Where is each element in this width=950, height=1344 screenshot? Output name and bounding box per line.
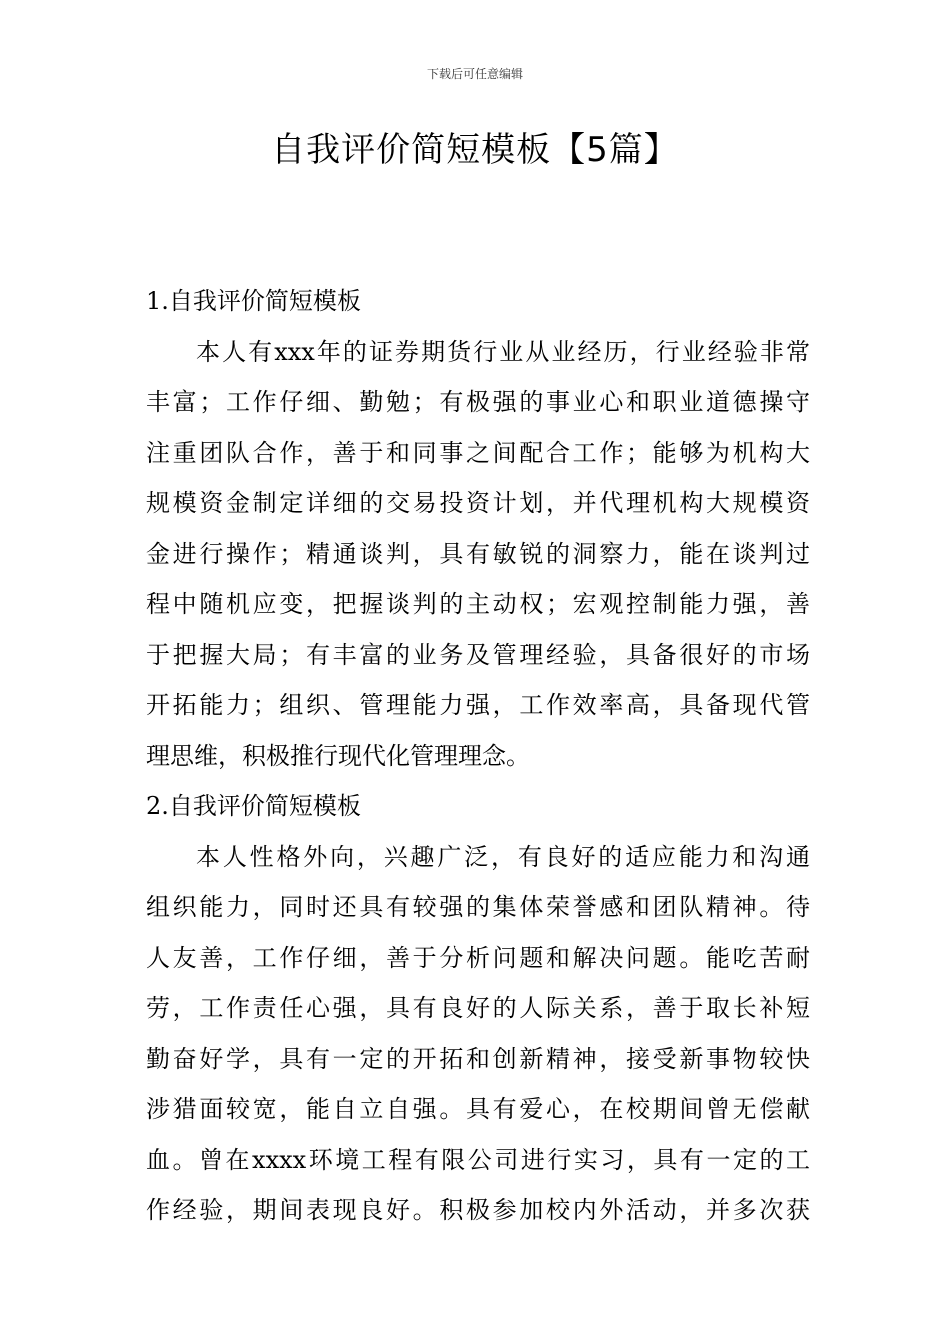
paragraph-line: 涉猎面较宽，能自立自强。具有爱心，在校期间曾无偿献 (146, 1095, 810, 1123)
paragraph-line: 本人性格外向，兴趣广泛，有良好的适应能力和沟通 (196, 842, 810, 871)
paragraph-line: 血。曾在xxxx环境工程有限公司进行实习，具有一定的工 (146, 1145, 810, 1174)
paragraph-line: 丰富；工作仔细、勤勉；有极强的事业心和职业道德操守 (146, 388, 810, 416)
document-body (146, 276, 810, 1236)
paragraph-line: 组织能力，同时还具有较强的集体荣誉感和团队精神。待 (146, 893, 810, 921)
paragraph-line: 本人有xxx年的证券期货行业从业经历，行业经验非常 (196, 337, 810, 366)
paragraph-line: 人友善，工作仔细，善于分析问题和解决问题。能吃苦耐 (146, 943, 810, 972)
document-title: 自我评价简短模板【5篇】 (271, 130, 679, 170)
paragraph-line: 勤奋好学，具有一定的开拓和创新精神，接受新事物较快 (146, 1044, 810, 1073)
paragraph-line: 规模资金制定详细的交易投资计划，并代理机构大规模资 (146, 489, 810, 517)
paragraph-line: 理思维，积极推行现代化管理理念。 (146, 741, 530, 770)
section-heading: 2.自我评价简短模板 (146, 792, 361, 820)
header-note: 下载后可任意编辑 (426, 67, 523, 81)
paragraph-line: 开拓能力；组织、管理能力强，工作效率高，具备现代管 (146, 691, 810, 719)
section-heading: 1.自我评价简短模板 (146, 287, 361, 315)
paragraph-line: 劳，工作责任心强，具有良好的人际关系，善于取长补短 (146, 994, 810, 1022)
paragraph-line: 于把握大局；有丰富的业务及管理经验，具备很好的市场 (146, 640, 810, 669)
paragraph-line: 程中随机应变，把握谈判的主动权；宏观控制能力强，善 (146, 590, 810, 618)
paragraph-line: 注重团队合作，善于和同事之间配合工作；能够为机构大 (146, 438, 810, 467)
paragraph-line: 作经验，期间表现良好。积极参加校内外活动，并多次获 (146, 1196, 810, 1224)
paragraph-line: 金进行操作；精通谈判，具有敏锐的洞察力，能在谈判过 (146, 539, 810, 568)
